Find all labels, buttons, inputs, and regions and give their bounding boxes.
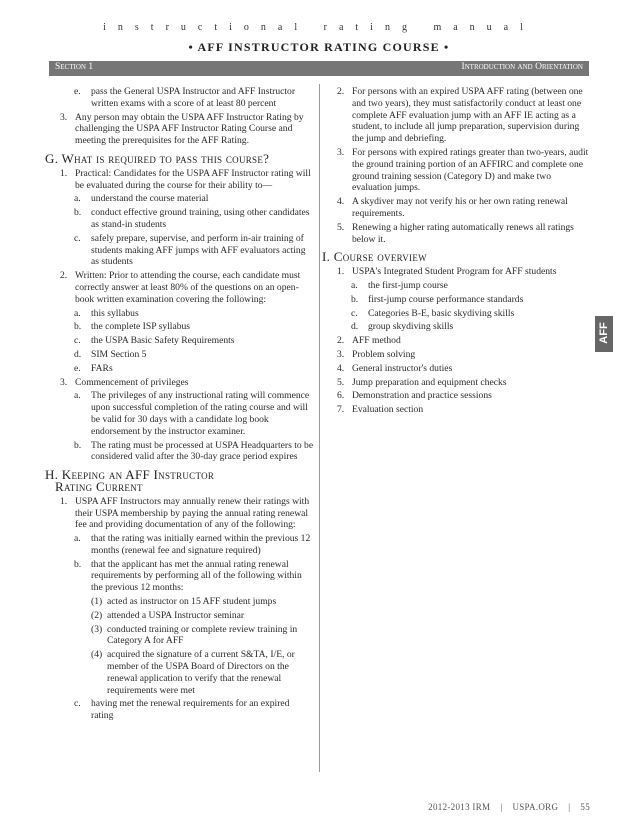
list-marker: 3.: [60, 376, 68, 388]
list-text: General instructor's duties: [352, 362, 453, 374]
list-marker: 7.: [337, 404, 345, 416]
section-topic: Introduction and Orientation: [461, 62, 583, 72]
list-text: first-jump course performance standards: [368, 293, 524, 305]
list-marker: (3): [91, 623, 103, 635]
list-item: [49, 168, 314, 192]
list-marker: 2.: [337, 335, 345, 347]
list-marker: b.: [74, 558, 82, 570]
list-text: safely prepare, supervise, and perform in-air training of students making AFF jumps with AFF evaluators acting as students: [91, 232, 306, 268]
list-marker: c.: [74, 698, 81, 710]
list-marker: a.: [74, 390, 81, 402]
list-text: the first-jump course: [368, 279, 448, 291]
list-text: pass the General USPA Instructor and AFF Instructor written exams with a score of at least 80 percent: [91, 86, 296, 109]
list-marker: 3.: [60, 111, 68, 123]
list-marker: e.: [74, 86, 81, 97]
list-marker: 4.: [337, 362, 345, 374]
list-item: [49, 233, 314, 268]
list-text: Evaluation section: [352, 404, 424, 416]
list-marker: d.: [351, 321, 359, 333]
left-column: [45, 86, 314, 724]
list-marker: 3.: [337, 348, 345, 360]
list-text: acquired the signature of a current S&TA, I/E, or member of the USPA Board of Directors on the renewal application to verify that the renewal requirements were met: [107, 649, 295, 696]
list-text: Renewing a higher rating automatically renews all ratings below it.: [352, 221, 574, 245]
list-item: [49, 335, 314, 347]
list-text: USPA AFF Instructors may annually renew their ratings with their USPA membership by paying the annual rating renewal fee and providing documentation of any of the following:: [75, 495, 310, 531]
list-text: Jump preparation and equipment checks: [352, 376, 507, 388]
list-text: group skydiving skills: [368, 321, 454, 333]
list-text: Written: Prior to attending the course, each candidate must correctly answer at least 80% of the questions on an open-book written examination covering the following:: [75, 270, 301, 305]
list-text: conducted training or complete review training in Category A for AFF: [107, 623, 298, 647]
list-text: acted as instructor on 15 AFF student jumps: [107, 596, 277, 608]
list-marker: e.: [74, 362, 81, 374]
list-item: [49, 649, 314, 696]
section-bar: [49, 61, 589, 76]
list-text: the USPA Basic Safety Requirements: [91, 335, 235, 347]
list-item: [326, 335, 590, 347]
list-marker: 2.: [337, 86, 345, 97]
list-marker: c.: [74, 335, 81, 347]
list-marker: (1): [91, 596, 103, 608]
footer-site: USPA.ORG: [512, 802, 559, 812]
list-item: [326, 404, 590, 416]
list-item: [49, 698, 314, 722]
list-text: Categories B-E, basic skydiving skills: [368, 307, 515, 319]
list-item: [326, 390, 590, 402]
list-item: [49, 533, 314, 557]
list-marker: c.: [74, 232, 81, 244]
list-text: The privileges of any instructional rating will commence upon successful completion of the rating course and will be valid for 30 days with a candidate log book endorsement by the instructor examiner.: [91, 390, 310, 437]
list-item: [326, 280, 590, 292]
left-top-list: [49, 86, 314, 147]
section-h-heading-line2: Rating Current: [55, 478, 143, 494]
list-text: attended a USPA Instructor seminar: [107, 609, 245, 621]
list-item: [326, 196, 590, 220]
list-item: [49, 596, 314, 608]
course-title: • AFF INSTRUCTOR RATING COURSE •: [188, 40, 450, 54]
list-marker: a.: [74, 533, 81, 545]
list-item: [326, 377, 590, 389]
list-item: [49, 624, 314, 648]
list-marker: 1.: [60, 167, 68, 179]
list-item: [49, 112, 314, 147]
list-item: [326, 86, 590, 145]
list-marker: 2.: [60, 270, 68, 282]
list-item: [326, 308, 590, 320]
section-h-heading: [45, 469, 314, 493]
list-marker: a.: [74, 193, 81, 205]
list-marker: b.: [74, 321, 82, 333]
list-marker: b.: [351, 293, 359, 305]
list-item: [49, 193, 314, 205]
page-footer: [428, 802, 590, 812]
list-item: [49, 559, 314, 594]
list-item: [49, 86, 314, 110]
list-marker: 6.: [337, 390, 345, 402]
list-item: [326, 147, 590, 194]
list-text: that the applicant has met the annual rating renewal requirements by performing all of the following within the previous 12 months:: [91, 558, 302, 594]
list-marker: 1.: [60, 495, 68, 507]
list-item: [49, 440, 314, 464]
list-item: [326, 266, 590, 278]
list-item: [49, 321, 314, 333]
section-i-heading: I. Course overview: [322, 249, 427, 265]
section-h-list: [49, 496, 314, 722]
column-divider: [319, 84, 320, 772]
list-marker: b.: [74, 439, 82, 451]
list-text: FARs: [91, 362, 113, 374]
list-text: the complete ISP syllabus: [91, 321, 191, 333]
list-item: [49, 390, 314, 437]
footer-edition: 2012-2013 IRM: [428, 802, 491, 812]
list-marker: b.: [74, 207, 82, 219]
section-g-heading: G. What is required to pass this course?: [45, 150, 270, 166]
list-item: [326, 363, 590, 375]
right-column: [322, 86, 590, 418]
list-marker: d.: [74, 348, 82, 360]
list-text: Practical: Candidates for the USPA AFF Instructor rating will be evaluated during the course for their ability to—: [75, 167, 311, 191]
list-marker: 5.: [337, 221, 345, 233]
list-marker: 4.: [337, 196, 345, 208]
list-item: [326, 294, 590, 306]
list-text: SIM Section 5: [91, 348, 147, 360]
list-marker: (2): [91, 609, 103, 621]
right-top-list: [326, 86, 590, 245]
list-text: AFF method: [352, 335, 401, 347]
list-text: For persons with an expired USPA AFF rating (between one and two years), they must satisfactorily conduct at least one complete AFF evaluation jump with an AFF IE acting as a student, to include all jump preparation, supervision during the jump and debriefing.: [352, 86, 583, 145]
list-text: Problem solving: [352, 348, 416, 360]
side-tab-label: AFF: [598, 322, 610, 344]
list-item: [49, 496, 314, 531]
list-text: A skydiver may not verify his or her own rating renewal requirements.: [352, 196, 568, 219]
list-marker: 1.: [337, 266, 345, 278]
footer-separator: |: [500, 802, 503, 812]
list-item: [49, 270, 314, 305]
list-marker: a.: [351, 279, 358, 291]
list-item: [49, 610, 314, 622]
section-g-list: [49, 168, 314, 463]
list-item: [49, 308, 314, 320]
list-text: Any person may obtain the USPA AFF Instructor Rating by challenging the USPA AFF Instructor Rating Course and meeting the prerequisites for the AFF Rating.: [75, 111, 304, 147]
list-item: [326, 321, 590, 333]
section-h-heading-line1: H. Keeping an AFF Instructor: [45, 467, 215, 483]
list-item: [326, 349, 590, 361]
list-text: USPA's Integrated Student Program for AFF students: [352, 266, 557, 278]
page-number: 55: [580, 802, 590, 812]
list-marker: (4): [91, 649, 103, 661]
list-text: that the rating was initially earned within the previous 12 months (renewal fee and signature required): [91, 533, 311, 556]
list-text: this syllabus: [91, 307, 139, 319]
aff-side-tab: [595, 316, 613, 352]
list-marker: a.: [74, 307, 81, 319]
list-marker: 3.: [337, 146, 345, 158]
list-text: The rating must be processed at USPA Headquarters to be considered valid after the 30-day grace period expires: [91, 439, 314, 463]
list-text: Commencement of privileges: [75, 376, 189, 388]
manual-title: instructional rating manual: [103, 22, 535, 33]
list-marker: 5.: [337, 376, 345, 388]
list-item: [49, 377, 314, 389]
list-text: understand the course material: [91, 193, 209, 205]
section-i-list: [326, 266, 590, 416]
footer-separator: |: [568, 802, 571, 812]
list-marker: c.: [351, 307, 358, 319]
section-label: Section 1: [55, 62, 94, 72]
list-item: [326, 222, 590, 246]
list-text: Demonstration and practice sessions: [352, 390, 492, 402]
list-item: [49, 349, 314, 361]
list-text: For persons with expired ratings greater than two-years, audit the ground training portion of an AFFIRC and complete one ground training session (Category D) and make two evaluation jumps.: [352, 146, 589, 194]
list-text: having met the renewal requirements for an expired rating: [91, 698, 290, 722]
list-item: [49, 363, 314, 375]
list-text: conduct effective ground training, using other candidates as stand-in students: [91, 207, 310, 230]
list-item: [49, 207, 314, 231]
